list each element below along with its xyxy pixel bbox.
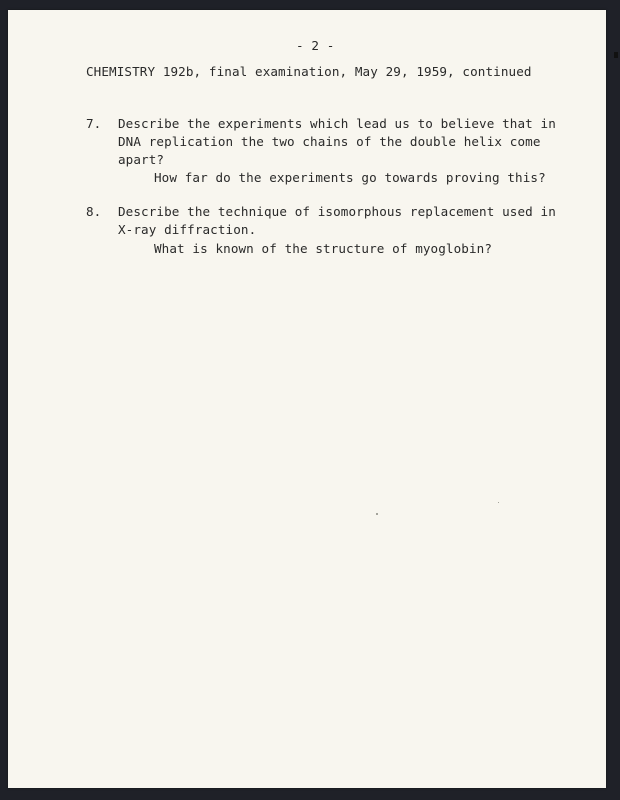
question-line: apart?	[118, 152, 165, 167]
edge-mark	[614, 52, 618, 58]
exam-header: CHEMISTRY 192b, final examination, May 29, 1959, continued	[86, 64, 532, 79]
paper-speck	[498, 502, 499, 503]
page-number: - 2 -	[296, 38, 335, 53]
question-followup: How far do the experiments go towards proving this?	[154, 170, 546, 185]
question-line: DNA replication the two chains of the double helix come	[118, 134, 541, 149]
question-line: X-ray diffraction.	[118, 222, 257, 237]
question-line: Describe the technique of isomorphous replacement used in	[118, 204, 556, 219]
question-number: 7.	[86, 116, 102, 131]
question-number: 8.	[86, 204, 102, 219]
question-line: Describe the experiments which lead us to believe that in	[118, 116, 556, 131]
paper-speck	[376, 513, 378, 515]
question-followup: What is known of the structure of myoglobin?	[154, 241, 493, 256]
exam-page	[8, 10, 606, 788]
